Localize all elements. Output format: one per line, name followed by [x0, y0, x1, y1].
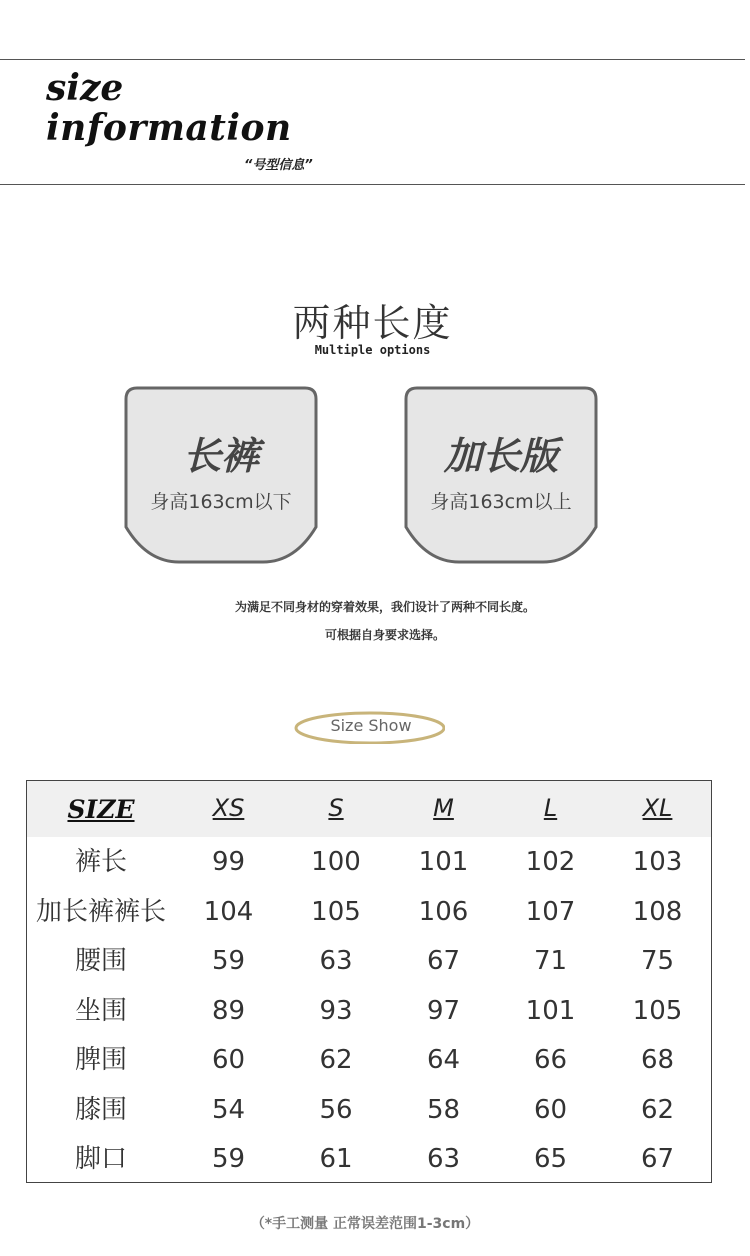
size-value-cell: 54 [211, 1094, 246, 1125]
size-value-cell: 60 [211, 1045, 246, 1075]
size-value-cell: 66 [533, 1045, 568, 1075]
size-value-cell: 65 [533, 1144, 568, 1174]
brand-title [46, 68, 292, 148]
brand-subtitle: “号型信息” [244, 158, 313, 173]
card-title: 长裤 [182, 434, 259, 478]
size-value-cell: 59 [211, 946, 246, 976]
size-value-cell: 71 [533, 946, 568, 976]
size-value-cell: 107 [525, 896, 576, 927]
measurement-note: （*手工测量 正常误差范围1-3cm） [250, 1216, 480, 1232]
size-column-header: L [543, 794, 558, 822]
options-note-line2: 可根据自身要求选择。 [324, 628, 445, 642]
row-label: 脚口 [74, 1144, 127, 1174]
size-value-cell: 60 [533, 1094, 568, 1125]
table-corner-label: SIZE [67, 795, 135, 824]
options-title: 两种长度 [292, 301, 453, 345]
size-value-cell: 104 [203, 896, 254, 927]
size-column-header: M [433, 794, 454, 822]
brand-title-line1: size [46, 67, 124, 109]
size-value-cell: 64 [426, 1045, 461, 1075]
row-label: 裤长 [74, 847, 127, 877]
size-value-cell: 100 [311, 847, 361, 877]
size-value-cell: 63 [319, 946, 353, 976]
size-value-cell: 89 [211, 995, 246, 1026]
size-value-cell: 106 [418, 896, 469, 927]
size-value-cell: 93 [319, 995, 353, 1026]
top-rule [0, 59, 745, 60]
row-label: 坐围 [74, 995, 127, 1026]
row-label: 脾围 [74, 1045, 127, 1075]
size-value-cell: 63 [426, 1144, 461, 1174]
row-label: 加长裤裤长 [35, 896, 166, 927]
card-desc: 身高163cm以上 [430, 491, 572, 513]
size-value-cell: 101 [418, 847, 469, 877]
size-column-header: S [328, 794, 344, 822]
card-title: 加长版 [443, 434, 558, 478]
size-value-cell: 67 [640, 1144, 675, 1174]
size-column-header: XS [212, 794, 245, 822]
size-value-cell: 75 [640, 946, 675, 976]
size-value-cell: 97 [426, 995, 461, 1026]
size-value-cell: 56 [319, 1094, 353, 1125]
size-value-cell: 103 [632, 847, 683, 877]
size-value-cell: 59 [211, 1144, 246, 1174]
option-card-long [403, 385, 599, 565]
size-value-cell: 62 [319, 1045, 353, 1075]
size-value-cell: 105 [632, 995, 683, 1026]
size-value-cell: 102 [525, 847, 576, 877]
size-value-cell: 101 [525, 995, 576, 1026]
row-label: 膝围 [74, 1094, 127, 1125]
options-note-line1: 为满足不同身材的穿着效果，我们设计了两种不同长度。 [234, 600, 535, 614]
size-column-header: XL [642, 794, 673, 822]
card-desc: 身高163cm以下 [150, 491, 292, 513]
options-subtitle: Multiple options [314, 343, 431, 357]
size-value-cell: 67 [426, 946, 461, 976]
size-value-cell: 68 [640, 1045, 675, 1075]
size-value-cell: 62 [640, 1094, 675, 1125]
size-value-cell: 61 [319, 1144, 353, 1174]
row-label: 腰围 [74, 946, 127, 976]
size-table [26, 780, 712, 1183]
size-value-cell: 108 [632, 896, 683, 927]
header-bottom-rule [0, 184, 745, 185]
size-value-cell: 58 [426, 1094, 461, 1125]
size-value-cell: 105 [311, 896, 361, 927]
size-value-cell: 99 [211, 847, 246, 877]
brand-title-line2: information [46, 107, 292, 149]
option-card-regular [123, 385, 319, 565]
size-show-label: Size Show [330, 716, 412, 735]
